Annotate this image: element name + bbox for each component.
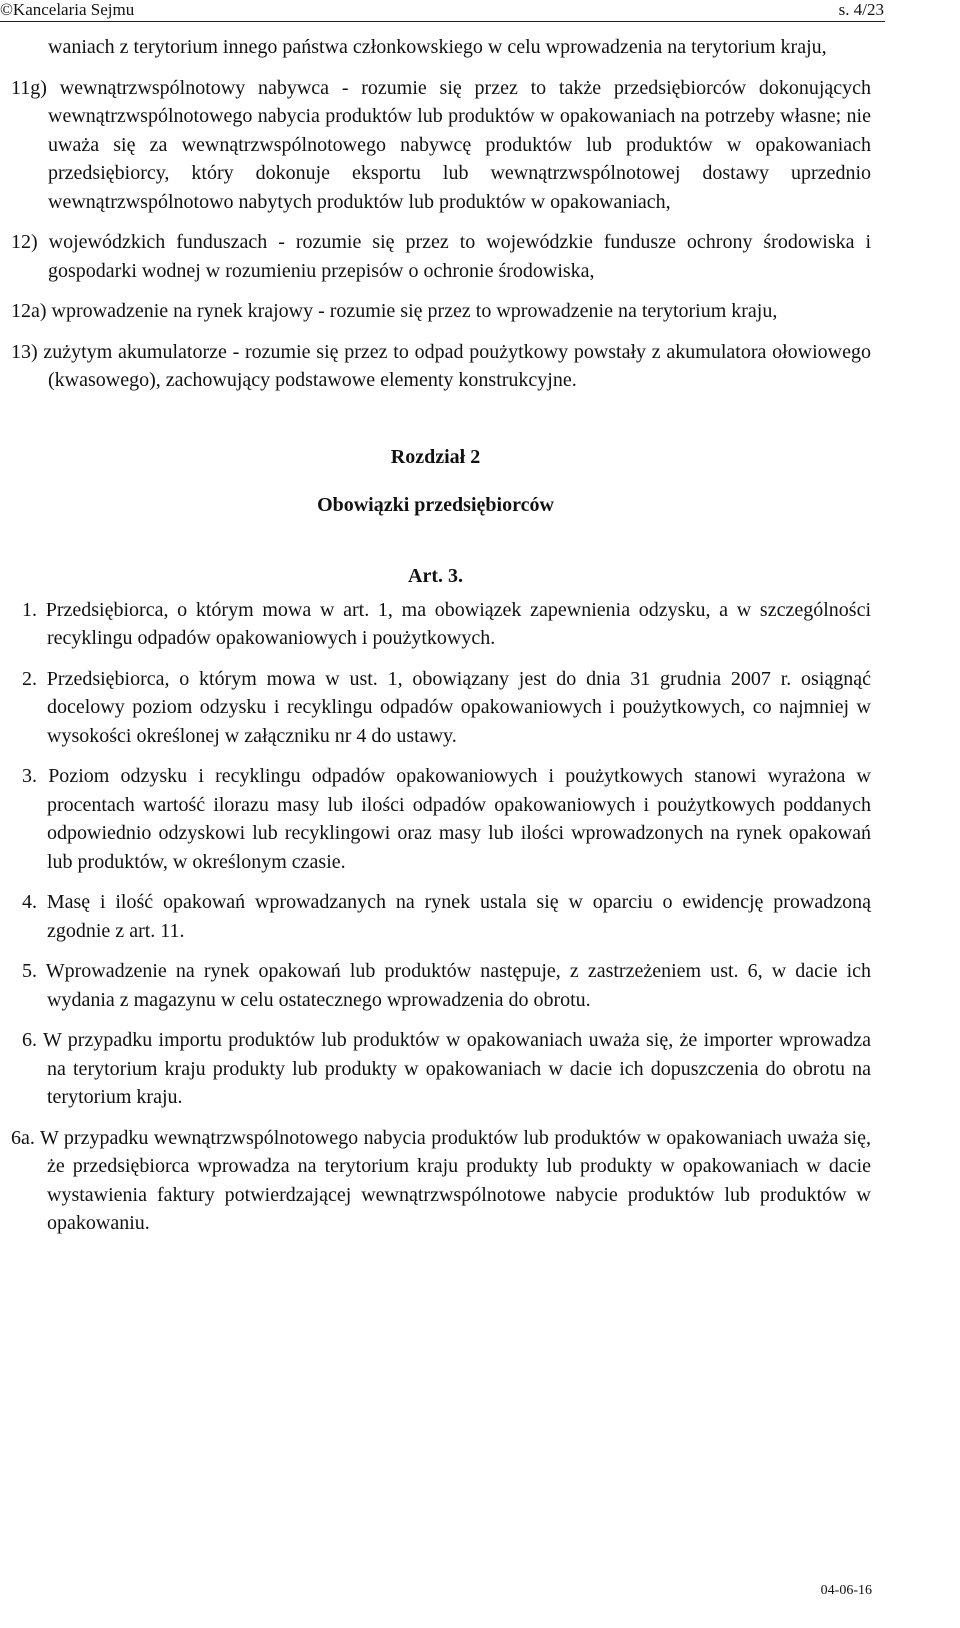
definition-11g [0, 74, 871, 217]
point-text: W przypadku importu produktów lub produktów w opakowaniach uważa się, że importer wprowadza na terytorium kraju produkty lub produkty w opakowaniach w dacie ich dopuszczenia do obrotu na terytorium kraju. [42, 1029, 871, 1108]
definition-13 [0, 338, 871, 395]
article-point-4 [0, 888, 871, 945]
article-point-1 [0, 596, 871, 653]
definition-text: zużytym akumulatorze - rozumie się przez to odpad poużytkowy powstały z akumulatora ołowiowego (kwasowego), zachowujący podstawowe elementy konstrukcyjne. [43, 340, 871, 391]
continuation-paragraph: waniach z terytorium innego państwa członkowskiego w celu wprowadzenia na terytorium kraju, [48, 36, 827, 58]
chapter-number: Rozdział 2 [390, 445, 481, 468]
definition-number: 12) [11, 231, 38, 253]
definition-number: 12a) [11, 300, 47, 322]
point-number: 6a. [11, 1126, 35, 1149]
header-divider [0, 21, 885, 22]
definition-text: wojewódzkich funduszach - rozumie się przez to wojewódzkie fundusze ochrony środowiska i gospodarki wodnej w rozumieniu przepisów o ochronie środowiska, [48, 231, 872, 282]
point-number: 4. [22, 891, 37, 913]
definition-text: wprowadzenie na rynek krajowy - rozumie się przez to wprowadzenie na terytorium kraju, [51, 300, 778, 322]
document-body [0, 33, 960, 1250]
point-text: Przedsiębiorca, o którym mowa w art. 1, ma obowiązek zapewnienia odzysku, a w szczególności recyklingu odpadów opakowaniowych i poużytkowych. [45, 598, 871, 649]
article-point-2 [0, 665, 871, 751]
article-point-6 [0, 1026, 871, 1112]
point-number: 3. [22, 765, 37, 787]
point-number: 6. [22, 1029, 37, 1051]
point-text: Poziom odzysku i recyklingu odpadów opakowaniowych i poużytkowych stanowi wyrażona w procentach wartość ilorazu masy lub ilości odpadów opakowaniowych i poużytkowych poddanych odpowiednio odzyskowi lub recyklingowi oraz masy lub ilości wprowadzonych na rynek opakowań lub produktów, w określonym czasie. [47, 765, 871, 873]
header-page-number: s. 4/23 [838, 0, 884, 19]
point-text: W przypadku wewnątrzwspólnotowego nabycia produktów lub produktów w opakowaniach uważa się, że przedsiębiorca wprowadza na terytorium kraju produkty lub produkty w opakowaniach w dacie wystawienia faktury potwierdzającej wewnątrzwspólnotowe nabycie produktów lub produktów w opakowaniu. [39, 1126, 871, 1234]
definition-12a [0, 297, 871, 326]
chapter-title: Obowiązki przedsiębiorców [317, 493, 554, 516]
article-title: Art. 3. [408, 564, 463, 587]
article-point-6a [0, 1124, 871, 1238]
point-number: 5. [22, 960, 37, 982]
footer-date: 04-06-16 [820, 1583, 872, 1598]
definition-text: wewnątrzwspólnotowy nabywca - rozumie się przez to także przedsiębiorców dokonujących wewnątrzwspólnotowego nabycia produktów lub produktów w opakowaniach na potrzeby własne; nie uważa się za wewnątrzwspólnotowego nabywcę produktów lub produktów w opakowaniach przedsiębiorcy, który dokonuje eksportu lub wewnątrzwspólnotowej dostawy uprzednio wewnątrzwspólnotowo nabytych produktów lub produktów w opakowaniach, [48, 76, 872, 213]
point-text: Masę i ilość opakowań wprowadzanych na rynek ustala się w oparciu o ewidencję prowadzoną zgodnie z art. 11. [46, 891, 871, 942]
definition-number: 13) [11, 340, 38, 363]
point-text: Wprowadzenie na rynek opakowań lub produktów następuje, z zastrzeżeniem ust. 6, w dacie ich wydania z magazynu w celu ostatecznego wprowadzenia do obrotu. [45, 960, 872, 1011]
article-point-5 [0, 957, 871, 1014]
point-number: 2. [22, 667, 37, 690]
point-text: Przedsiębiorca, o którym mowa w ust. 1, obowiązany jest do dnia 31 grudnia 2007 r. osiągnąć docelowy poziom odzysku i recyklingu odpadów opakowaniowych i poużytkowych, co najmniej w wysokości określonej w załączniku nr 4 do ustawy. [46, 667, 871, 747]
article-point-3 [0, 762, 871, 876]
definition-number: 11g) [11, 76, 47, 99]
header-source: ©Kancelaria Sejmu [0, 0, 135, 19]
definition-12 [0, 228, 871, 285]
point-number: 1. [22, 598, 37, 621]
